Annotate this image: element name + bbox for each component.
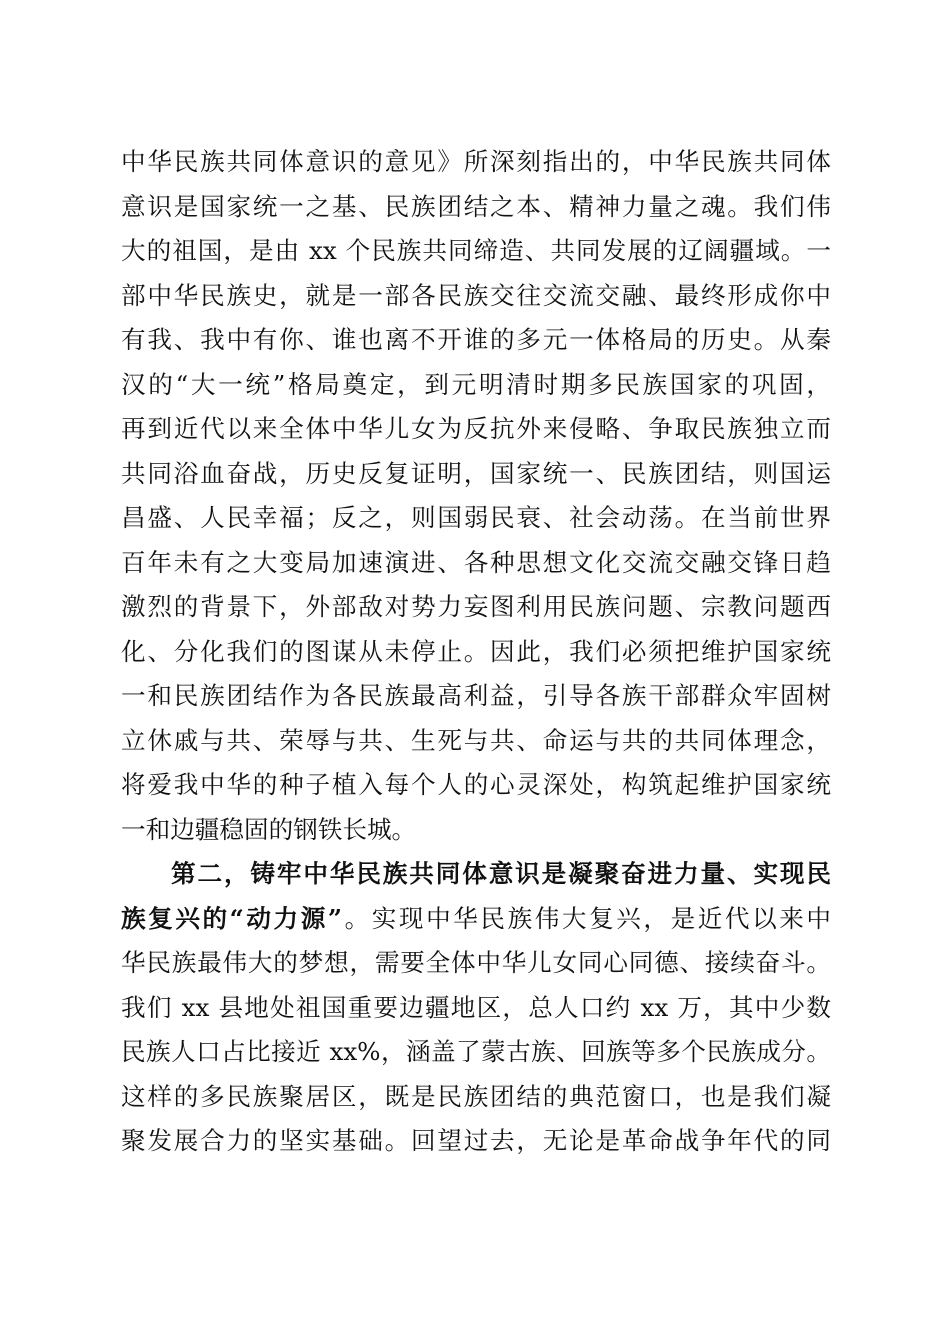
text-line: 意识是国家统一之基、民族团结之本、精神力量之魂。我们伟	[121, 191, 831, 221]
document-body	[121, 140, 831, 1164]
text-line: 聚发展合力的坚实基础。回望过去，无论是革命战争年代的同	[121, 1126, 831, 1155]
text-line: 部中华民族史，就是一部各民族交往交流交融、最终形成你中	[121, 280, 831, 310]
text-line: 将爱我中华的种子植入每个人的心灵深处，构筑起维护国家统	[121, 770, 831, 799]
text-line: 再到近代以来全体中华儿女为反抗外来侵略、争取民族独立而	[121, 414, 831, 443]
text-line: 华民族最伟大的梦想，需要全体中华儿女同心同德、接续奋斗。	[121, 948, 831, 977]
section-heading-tail: 族复兴的“动力源”	[121, 903, 343, 933]
section-heading-line: 第二，铸牢中华民族共同体意识是凝聚奋进力量、实现民	[171, 859, 831, 888]
text-line: 这样的多民族聚居区，既是民族团结的典范窗口，也是我们凝	[121, 1081, 831, 1111]
text-line: 激烈的背景下，外部敌对势力妄图利用民族问题、宗教问题西	[121, 592, 831, 621]
text-line: 中华民族共同体意识的意见》所深刻指出的，中华民族共同体	[121, 147, 831, 176]
text-line: 百年未有之大变局加速演进、各种思想文化交流交融交锋日趋	[121, 547, 831, 577]
text-line: 有我、我中有你、谁也离不开谁的多元一体格局的历史。从秦	[121, 325, 831, 354]
text-line: 共同浴血奋战，历史反复证明，国家统一、民族团结，则国运	[121, 458, 831, 488]
text-line: 化、分化我们的图谋从未停止。因此，我们必须把维护国家统	[121, 636, 831, 666]
text-line: 民族人口占比接近 xx%，涵盖了蒙古族、回族等多个民族成分。	[121, 1037, 831, 1066]
text-line: 汉的“大一统”格局奠定，到元明清时期多民族国家的巩固，	[121, 369, 831, 399]
paragraph-1	[121, 140, 831, 852]
text-line: 立休戚与共、荣辱与共、生死与共、命运与共的共同体理念，	[121, 725, 831, 755]
text-line: 一和边疆稳固的钢铁长城。	[121, 814, 417, 844]
paragraph-2	[121, 852, 831, 1164]
text-line: 昌盛、人民幸福；反之，则国弱民衰、社会动荡。在当前世界	[121, 503, 831, 532]
text-line	[121, 897, 831, 942]
text-line: 大的祖国，是由 xx 个民族共同缔造、共同发展的辽阔疆域。一	[121, 236, 831, 265]
text-line-rest: 。实现中华民族伟大复兴，是近代以来中	[342, 903, 831, 933]
text-line: 我们 xx 县地处祖国重要边疆地区，总人口约 xx 万，其中少数	[121, 992, 831, 1022]
text-line: 一和民族团结作为各民族最高利益，引导各族干部群众牢固树	[121, 681, 831, 710]
